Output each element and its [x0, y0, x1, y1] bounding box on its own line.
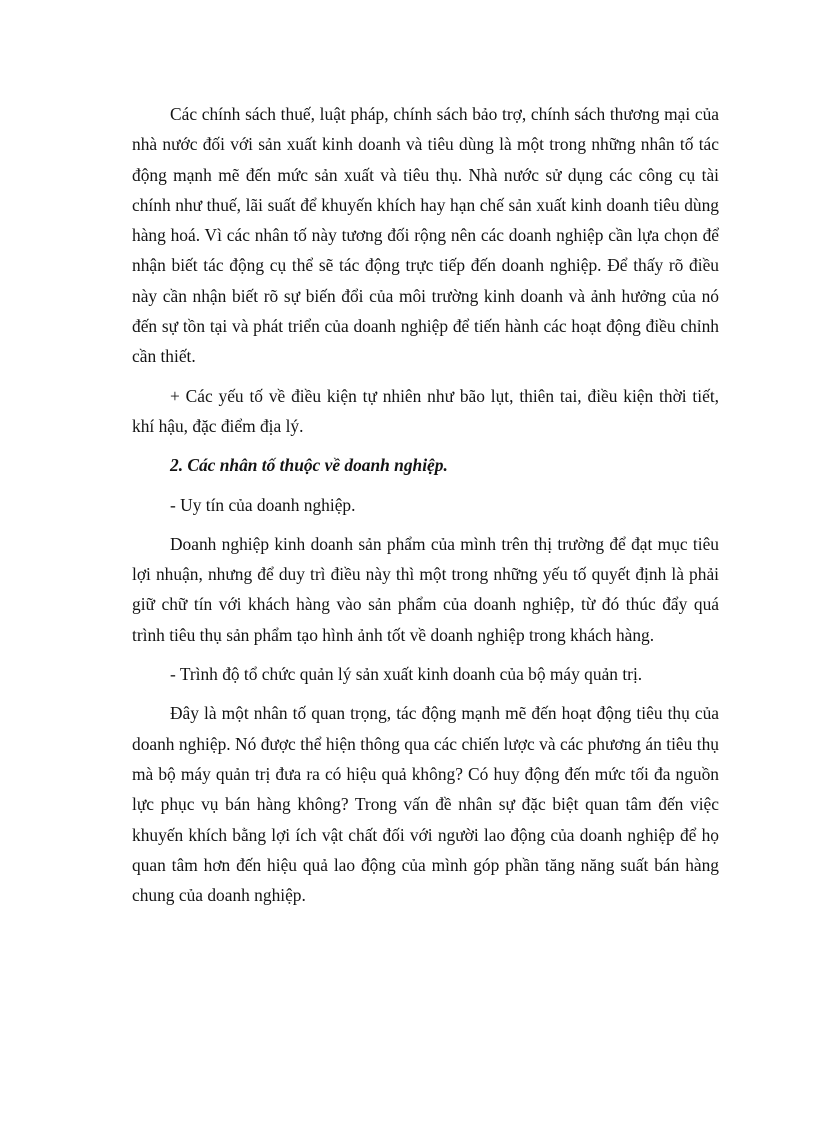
paragraph-management: Đây là một nhân tố quan trọng, tác động mạnh mẽ đến hoạt động tiêu thụ của doanh nghiệp. Nó được thể hiện thông qua các chiến lược và các phương án tiêu thụ mà bộ máy quản trị đưa ra có hiệu quả không? Có huy động đến mức tối đa nguồn lực phục vụ bán hàng không? Trong vấn đề nhân sự đặc biệt quan tâm đến việc khuyến khích bằng lợi ích vật chất đối với người lao động của doanh nghiệp để họ quan tâm hơn đến hiệu quả lao động của mình góp phần tăng năng suất bán hàng chung của doanh nghiệp.: [132, 703, 719, 906]
paragraph-policy-factors: Các chính sách thuế, luật pháp, chính sách bảo trợ, chính sách thương mại của nhà nước đối với sản xuất kinh doanh và tiêu dùng là một trong những nhân tố tác động mạnh mẽ đến mức sản xuất và tiêu thụ. Nhà nước sử dụng các công cụ tài chính như thuế, lãi suất để khuyến khích hay hạn chế sản xuất kinh doanh tiêu dùng hàng hoá. Vì các nhân tố này tương đối rộng nên các doanh nghiệp cần lựa chọn để nhận biết tác động cụ thể sẽ tác động trực tiếp đến doanh nghiệp. Để thấy rõ điều này cần nhận biết rõ sự biến đổi của môi trường kinh doanh và ảnh hưởng của nó đến sự tồn tại và phát triển của doanh nghiệp để tiến hành các hoạt động điều chỉnh cần thiết.: [132, 104, 719, 367]
section-heading: 2. Các nhân tố thuộc về doanh nghiệp.: [170, 455, 448, 476]
paragraph-reputation: Doanh nghiệp kinh doanh sản phẩm của mình trên thị trường để đạt mục tiêu lợi nhuận, nhưng để duy trì điều này thì một trong những yếu tố quyết định là phải giữ chữ tín với khách hàng vào sản phẩm của doanh nghiệp, từ đó thúc đẩy quá trình tiêu thụ sản phẩm tạo hình ảnh tốt về doanh nghiệp trong khách hàng.: [132, 533, 719, 645]
paragraph-natural-conditions: + Các yếu tố về điều kiện tự nhiên như bão lụt, thiên tai, điều kiện thời tiết, khí hậu, đặc điểm địa lý.: [132, 385, 719, 436]
list-item-management: - Trình độ tổ chức quản lý sản xuất kinh doanh của bộ máy quản trị.: [170, 664, 643, 685]
list-item-reputation: - Uy tín của doanh nghiệp.: [170, 494, 356, 515]
document-page: [132, 99, 719, 919]
